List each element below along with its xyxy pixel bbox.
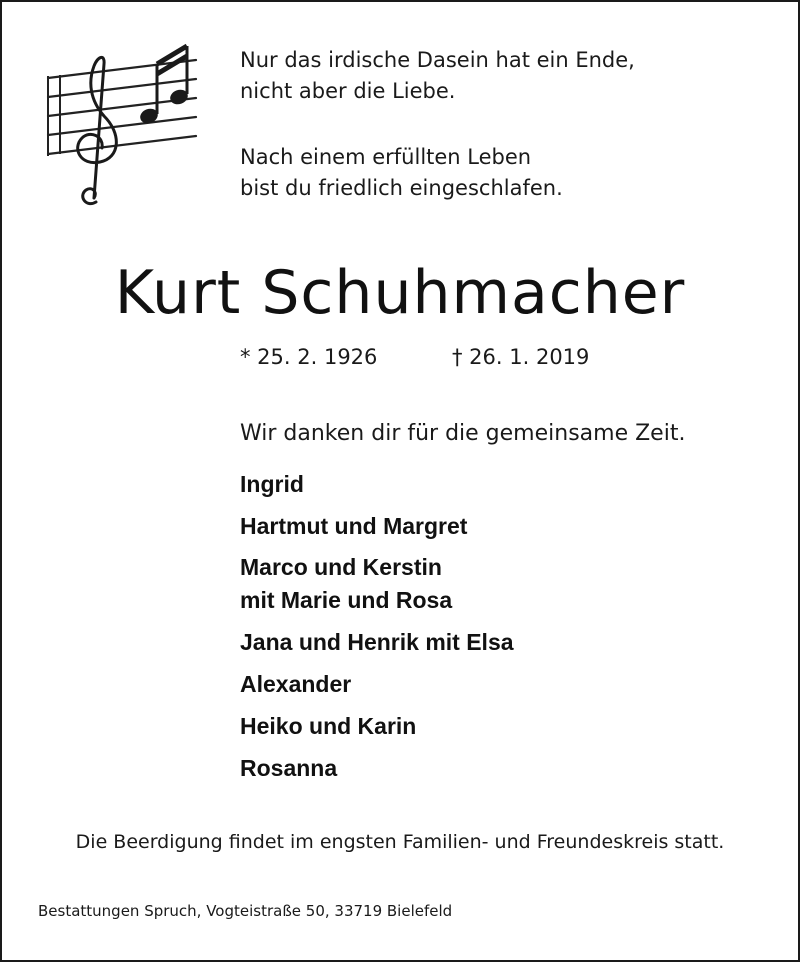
poem-line: Nach einem erfüllten Leben [240, 145, 532, 169]
thanks-line: Wir danken dir für die gemeinsame Zeit. [240, 421, 686, 446]
funeral-note: Die Beerdigung findet im engsten Familien- und Freundeskreis statt. [75, 831, 725, 853]
poem-line: nicht aber die Liebe. [240, 79, 456, 103]
family-member: Jana und Henrik mit Elsa [240, 629, 514, 655]
funeral-home-footer: Bestattungen Spruch, Vogteistraße 50, 33719 Bielefeld [38, 902, 453, 920]
death-date: † 26. 1. 2019 [452, 345, 590, 369]
family-member: mit Marie und Rosa [240, 587, 453, 613]
family-member: Alexander [240, 671, 352, 697]
poem-verse-1 [240, 45, 635, 107]
poem-verse-2 [240, 142, 563, 204]
family-member: Marco und Kerstin [240, 554, 442, 580]
birth-date: * 25. 2. 1926 [240, 345, 378, 369]
family-member: Ingrid [240, 471, 304, 497]
deceased-name: Kurt Schuhmacher [114, 258, 686, 328]
poem-line: bist du friedlich eingeschlafen. [240, 176, 563, 200]
family-member: Hartmut und Margret [240, 513, 468, 539]
family-member: Rosanna [240, 755, 338, 781]
treble-clef-music-notes-icon [38, 42, 198, 217]
family-member: Heiko und Karin [240, 713, 417, 739]
poem-line: Nur das irdische Dasein hat ein Ende, [240, 48, 635, 72]
